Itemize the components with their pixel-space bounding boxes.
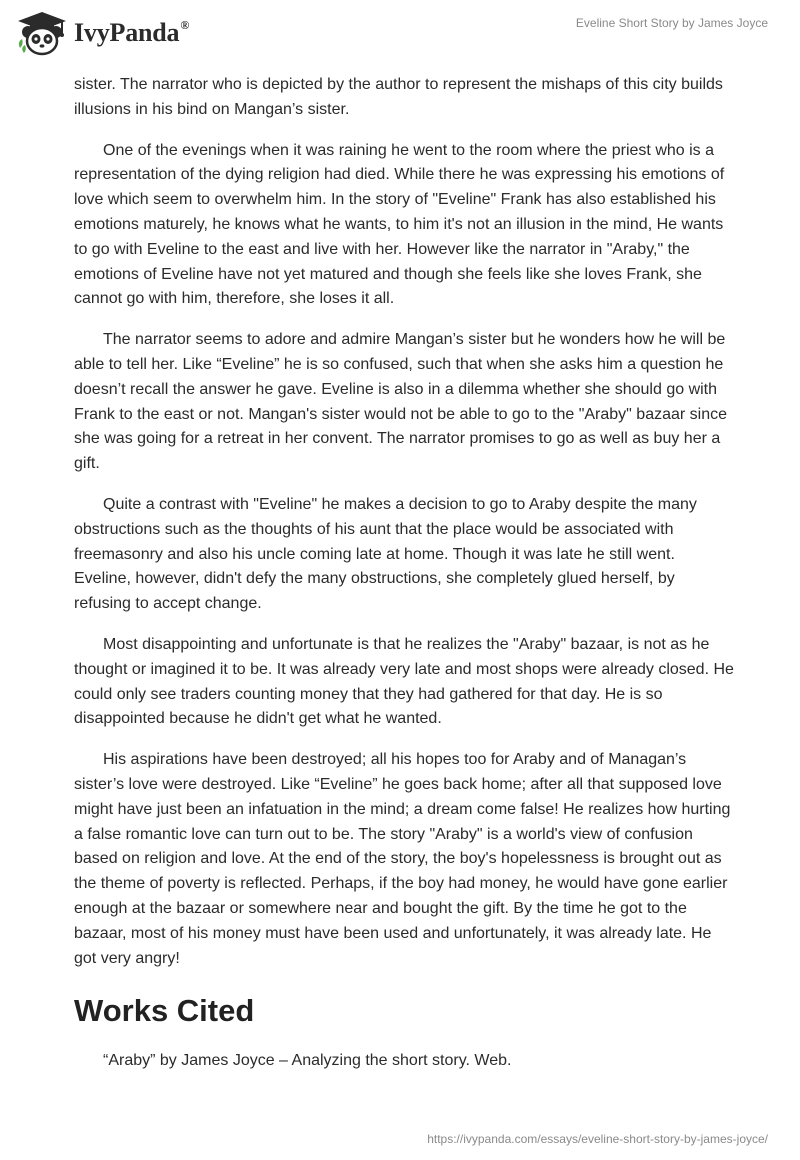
paragraph: Most disappointing and unfortunate is that he realizes the "Araby" bazaar, is not as he thought or imagined it to be. It was already very late and most shops were already closed. He could only see traders counting money that they had gathered for that day. He is so disappointed because he didn't get what he wanted. [74,635,734,728]
citation-entry: “Araby” by James Joyce – Analyzing the short story. Web. [103,1052,512,1070]
paragraph: His aspirations have been destroyed; all his hopes too for Araby and of Managan’s sister’s love were destroyed. Like “Eveline” he goes back home; after all that supposed love might have just been an infatuation in the mind; a dream come false! He realizes how hurting a false romantic love can turn out to be. The story "Araby" is a world's view of confusion based on religion and love. At the end of the story, the boy's hopelessness is brought out as the theme of poverty is reflected. Perhaps, if the boy had money, he would have gone earlier enough at the bazaar or somewhere near and bought the gift. By the time he got to the bazaar, most of his money must have been used and unfortunately, it was already late. He got very angry! [74,751,731,967]
paragraph: Quite a contrast with "Eveline" he makes a decision to go to Araby despite the many obstructions such as the thoughts of his aunt that the place would be associated with freemasonry and also his uncle coming late at home. Though it was late he still went. Eveline, however, didn't defy the many obstructions, she completely glued herself, by refusing to accept change. [74,495,697,613]
source-url[interactable]: https://ivypanda.com/essays/eveline-short-story-by-james-joyce/ [427,1132,768,1146]
paragraph: sister. The narrator who is depicted by the author to represent the mishaps of this city builds illusions in his bind on Mangan’s sister. [74,76,723,118]
paragraph: The narrator seems to adore and admire Mangan’s sister but he wonders how he will be able to tell her. Like “Eveline” he is so confused, such that when she asks him a question he doesn’t recall the answer he gave. Eveline is also in a dilemma whether she should go with Frank to the east or not. Mangan's sister would not be able to go to the "Araby" bazaar since she was going for a retreat in her convent. The narrator promises to go as well as buy her a gift. [74,331,728,473]
ivypanda-logo[interactable] [16,8,189,58]
paragraph: One of the evenings when it was raining he went to the room where the priest who is a representation of the dying religion had died. While there he was expressing his emotions of love which seem to overwhelm him. In the story of "Eveline" Frank has also established his emotions maturely, he knows what he wants, to him it's not an illusion in the mind, He wants to go with Eveline to the east and live with her. However like the narrator in "Araby," the emotions of Eveline have not yet matured and though she feels like she loves Frank, she cannot go with him, therefore, she loses it all. [74,141,725,308]
article-body [74,73,734,1090]
document-title: Eveline Short Story by James Joyce [575,16,768,30]
page-header [0,0,800,70]
registered-mark: ® [180,18,190,32]
brand-text: IvyPanda [74,18,180,47]
brand-name [74,18,189,48]
panda-graduation-cap-icon [16,10,68,56]
works-cited-heading: Works Cited [74,993,255,1029]
